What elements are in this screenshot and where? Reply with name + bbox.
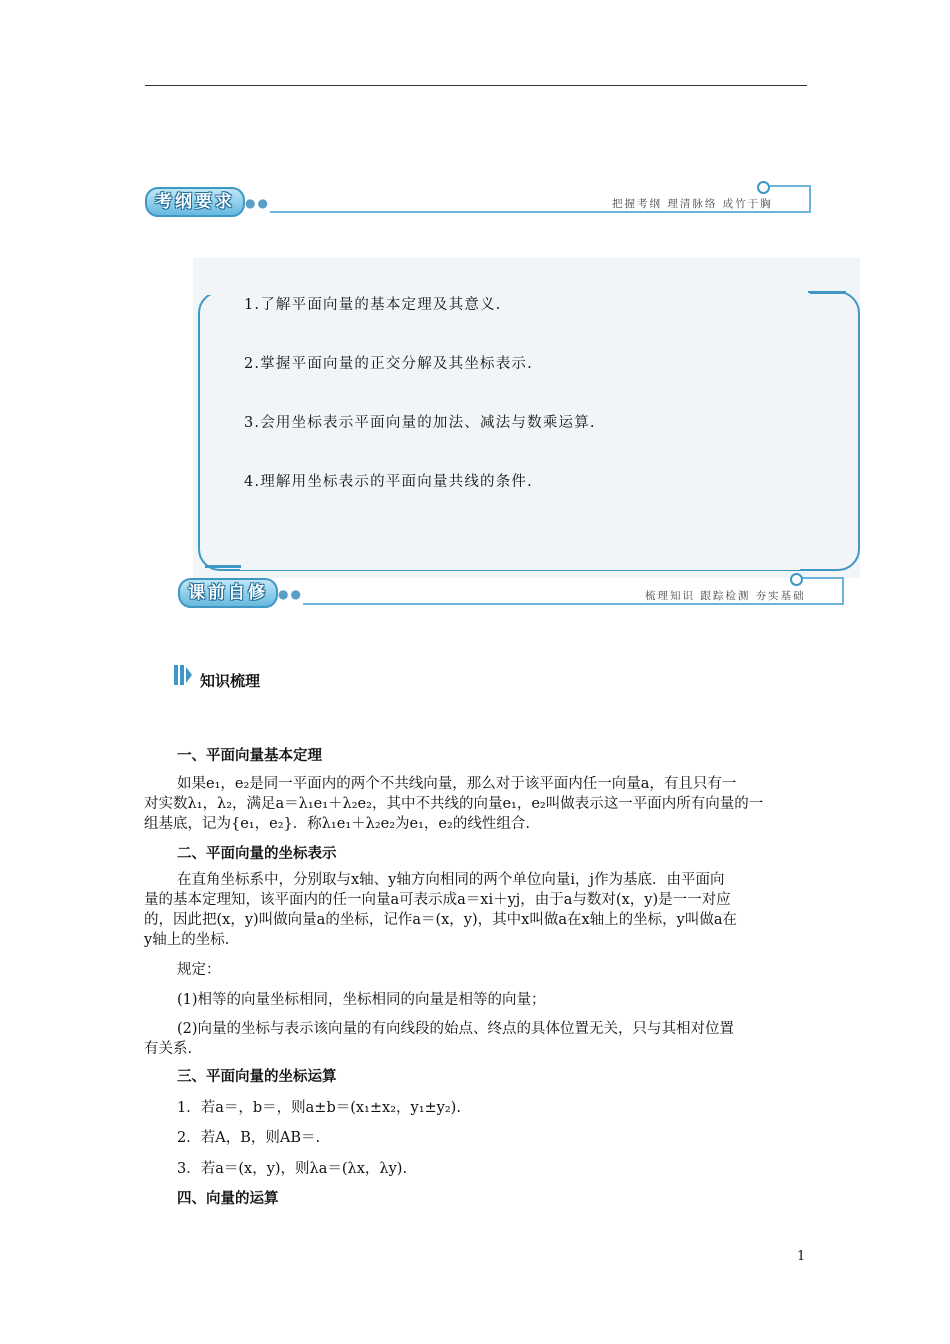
banner-badge: 课前自修 xyxy=(178,578,278,608)
operation-item: 2．若A，B，则AB＝. xyxy=(177,1130,321,1146)
bars-icon xyxy=(170,663,194,687)
knowledge-heading: 知识梳理 xyxy=(200,672,261,690)
banner-line xyxy=(303,603,843,605)
paragraph-line: 量的基本定理知，该平面内的任一向量a可表示成a＝xi＋yj，由于a与数对(x，y)是一一对应 xyxy=(144,892,731,908)
paragraph-line: 的，因此把(x，y)叫做向量a的坐标，记作a＝(x，y)，其中x叫做a在x轴上的坐标，y叫做a在 xyxy=(144,912,737,928)
paragraph-line: 在直角坐标系中，分别取与x轴、y轴方向相同的两个单位向量i，j作为基底．由平面向 xyxy=(177,872,725,888)
section-title: 一、平面向量基本定理 xyxy=(177,748,322,764)
requirement-item: 1.了解平面向量的基本定理及其意义. xyxy=(244,297,502,313)
section-title: 四、向量的运算 xyxy=(177,1191,279,1207)
banner-badge: 考纲要求 xyxy=(145,187,245,217)
frame-gap-bottom xyxy=(240,562,800,570)
rule-item: (2)向量的坐标与表示该向量的有向线段的始点、终点的具体位置无关，只与其相对位置 xyxy=(177,1021,735,1037)
ring-icon xyxy=(790,573,803,586)
banner-exam-requirements xyxy=(145,187,813,217)
paragraph-line: 组基底，记为{e₁，e₂}．称λ₁e₁＋λ₂e₂为e₁，e₂的线性组合. xyxy=(144,816,530,832)
rule-label: 规定： xyxy=(177,962,221,978)
page-number: 1 xyxy=(797,1249,806,1264)
section-title: 三、平面向量的坐标运算 xyxy=(177,1069,337,1085)
header-rule xyxy=(145,85,807,86)
requirement-item: 3.会用坐标表示平面向量的加法、减法与数乘运算. xyxy=(244,415,596,431)
ring-icon xyxy=(757,181,770,194)
operation-item: 1．若a＝，b＝，则a±b＝(x₁±x₂，y₁±y₂). xyxy=(177,1100,461,1116)
requirement-item: 2.掌握平面向量的正交分解及其坐标表示. xyxy=(244,356,533,372)
banner-tagline: 梳理知识 跟踪检测 夯实基础 xyxy=(645,590,806,602)
banner-line xyxy=(270,211,810,213)
section-title: 二、平面向量的坐标表示 xyxy=(177,846,337,862)
paragraph-line: 对实数λ₁，λ₂，满足a＝λ₁e₁＋λ₂e₂，其中不共线的向量e₁，e₂叫做表示这一平面内所有向量的一 xyxy=(144,796,764,812)
requirement-item: 4.理解用坐标表示的平面向量共线的条件. xyxy=(244,474,533,490)
rule-item: (1)相等的向量坐标相同，坐标相同的向量是相等的向量； xyxy=(177,992,546,1008)
paragraph-line: 如果e₁，e₂是同一平面内的两个不共线向量，那么对于该平面内任一向量a，有且只有一 xyxy=(177,776,737,792)
frame-bottom-accent xyxy=(205,565,241,568)
banner-dots: ●● xyxy=(278,587,303,601)
frame-top-accent xyxy=(810,291,846,294)
operation-item: 3．若a＝(x，y)，则λa＝(λx，λy). xyxy=(177,1161,408,1177)
paragraph-line: y轴上的坐标. xyxy=(144,932,230,948)
banner-dots: ●● xyxy=(245,196,270,210)
rule-item: 有关系. xyxy=(144,1041,193,1057)
banner-pre-class-study xyxy=(178,578,846,608)
banner-tagline: 把握考纲 理清脉络 成竹于胸 xyxy=(612,198,773,210)
